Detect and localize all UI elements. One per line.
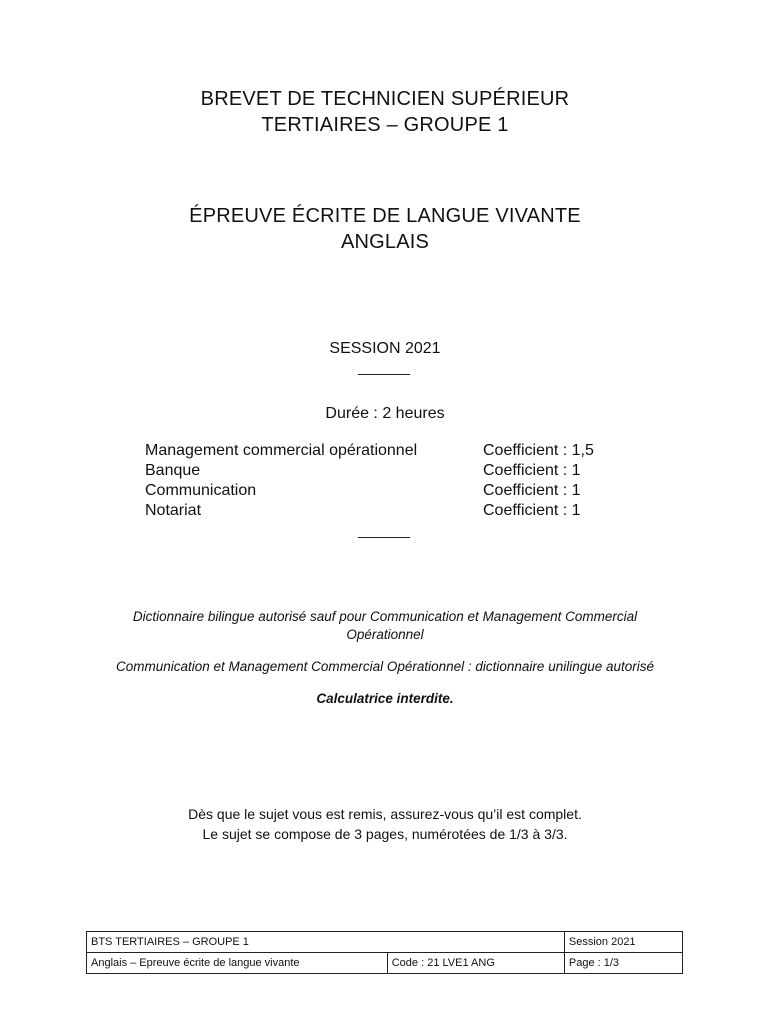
coefficient-row	[145, 501, 623, 521]
header-line-1: BREVET DE TECHNICIEN SUPÉRIEUR	[200, 88, 570, 110]
footer-page: Page : 1/3	[564, 953, 682, 974]
coefficient-value: Coefficient : 1,5	[483, 442, 594, 459]
coefficient-list	[145, 441, 623, 521]
footer-table	[86, 931, 683, 974]
divider	[358, 537, 410, 538]
speciality-name: Communication	[145, 482, 257, 499]
dictionary-note-line-2: Opérationnel	[346, 627, 424, 642]
speciality-name: Notariat	[145, 502, 202, 519]
divider	[358, 374, 410, 375]
session-label: SESSION 2021	[329, 340, 441, 357]
title-line-1: ÉPREUVE ÉCRITE DE LANGUE VIVANTE	[189, 205, 581, 227]
coefficient-value: Coefficient : 1	[483, 462, 581, 479]
exam-header	[0, 86, 770, 138]
footer-code: Code : 21 LVE1 ANG	[387, 953, 564, 974]
speciality-name: Management commercial opérationnel	[145, 442, 418, 459]
coefficient-row	[145, 481, 623, 501]
exam-title	[0, 203, 770, 255]
coefficient-value: Coefficient : 1	[483, 482, 581, 499]
instructions-line-2: Le sujet se compose de 3 pages, numérotées de 1/3 à 3/3.	[202, 826, 568, 842]
footer-row	[87, 932, 683, 953]
duration-label: Durée : 2 heures	[325, 405, 445, 422]
coefficient-value: Coefficient : 1	[483, 502, 581, 519]
unilingue-note: Communication et Management Commercial Opérationnel : dictionnaire unilingue autorisé	[115, 659, 655, 674]
coefficient-row	[145, 441, 623, 461]
calculator-note: Calculatrice interdite.	[316, 691, 454, 706]
header-line-2: TERTIAIRES – GROUPE 1	[261, 114, 509, 136]
instructions-line-1: Dès que le sujet vous est remis, assurez-vous qu’il est complet.	[188, 806, 582, 822]
speciality-name: Banque	[145, 462, 201, 479]
dictionary-note	[0, 608, 770, 644]
footer-session: Session 2021	[564, 932, 682, 953]
footer-exam-group: BTS TERTIAIRES – GROUPE 1	[87, 932, 565, 953]
footer-row	[87, 953, 683, 974]
instructions	[0, 804, 770, 844]
title-line-2: ANGLAIS	[340, 231, 430, 253]
coefficient-row	[145, 461, 623, 481]
footer-subject: Anglais – Epreuve écrite de langue vivante	[87, 953, 388, 974]
dictionary-note-line-1: Dictionnaire bilingue autorisé sauf pour Communication et Management Commercial	[132, 609, 638, 624]
